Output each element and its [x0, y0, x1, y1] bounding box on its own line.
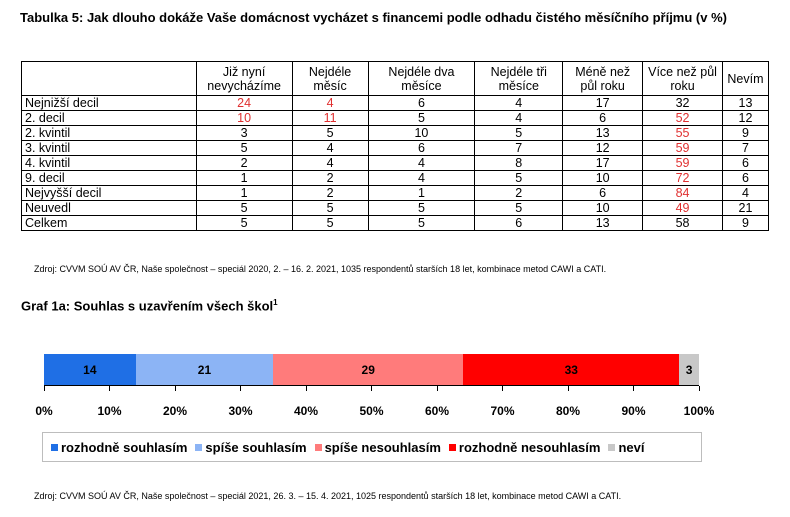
x-tick-label: 70% [490, 404, 515, 418]
table-row [22, 141, 769, 156]
table-source-note: Zdroj: CVVM SOÚ AV ČR, Naše společnost – speciál 2020, 2. – 16. 2. 2021, 1035 respondentů starších 18 let, kombinace metod CAWI a CATI. [34, 264, 607, 274]
row-label: Nejvyšší decil [22, 186, 197, 201]
table-cell: 21 [722, 201, 768, 216]
table-row [22, 126, 769, 141]
bar-data-label: 29 [361, 362, 375, 377]
table-cell: 5 [475, 126, 563, 141]
table-cell: 6 [475, 216, 563, 231]
table-cell: 6 [368, 141, 475, 156]
table-cell: 84 [643, 186, 723, 201]
legend-label: rozhodně nesouhlasím [458, 439, 601, 455]
table-cell: 32 [643, 96, 723, 111]
table-cell: 6 [368, 96, 475, 111]
table-cell: 5 [196, 201, 292, 216]
table-cell: 59 [643, 156, 723, 171]
x-tick-label: 90% [621, 404, 646, 418]
x-tick-label: 20% [162, 404, 188, 418]
table-cell: 4 [292, 156, 368, 171]
column-header: Nejdéle dva měsíce [368, 62, 475, 96]
legend-label: spíše nesouhlasím [324, 439, 441, 455]
table-cell: 52 [643, 111, 723, 126]
table-cell: 4 [368, 156, 475, 171]
legend-label: neví [618, 439, 645, 455]
table-cell: 24 [196, 96, 292, 111]
table-cell: 4 [722, 186, 768, 201]
row-label: Nejnižší decil [22, 96, 197, 111]
chart-title-footnote: 1 [273, 298, 278, 307]
table-cell: 7 [475, 141, 563, 156]
column-header: Již nyní nevycházíme [196, 62, 292, 96]
table-cell: 12 [563, 141, 643, 156]
table-cell: 7 [722, 141, 768, 156]
table-cell: 1 [196, 171, 292, 186]
table-cell: 5 [368, 111, 475, 126]
column-header: Nevím [722, 62, 768, 96]
legend-swatch [51, 444, 58, 451]
chart-legend [42, 432, 702, 462]
table-row [22, 111, 769, 126]
x-axis-tick [44, 386, 45, 391]
x-axis-tick [502, 386, 503, 391]
x-tick-label: 0% [35, 404, 53, 418]
table-cell: 10 [563, 201, 643, 216]
row-label: Celkem [22, 216, 197, 231]
bar-data-label: 14 [83, 362, 97, 377]
bar-segment [136, 354, 274, 385]
table-cell: 5 [475, 201, 563, 216]
x-axis-tick [699, 386, 700, 391]
chart-title-text: Graf 1a: Souhlas s uzavřením všech škol [21, 298, 274, 314]
x-axis-tick [371, 386, 372, 391]
table-row [22, 96, 769, 111]
table-cell: 6 [563, 186, 643, 201]
bar-data-label: 3 [685, 362, 693, 377]
table-cell: 9 [722, 126, 768, 141]
row-label: 2. decil [22, 111, 197, 126]
row-label: 9. decil [22, 171, 197, 186]
table-row [22, 171, 769, 186]
legend-label: spíše souhlasím [205, 439, 307, 455]
legend-item [315, 440, 441, 455]
bar-segment [273, 354, 463, 385]
table-cell: 3 [196, 126, 292, 141]
table-cell: 17 [563, 96, 643, 111]
table-cell: 1 [368, 186, 475, 201]
row-label: 2. kvintil [22, 126, 197, 141]
table-cell: 2 [196, 156, 292, 171]
x-tick-label: 80% [555, 404, 581, 418]
chart-source-note: Zdroj: CVVM SOÚ AV ČR, Naše společnost – speciál 2021, 26. 3. – 15. 4. 2021, 1025 respondentů starších 18 let, kombinace metod CAWI a CATI. [34, 491, 622, 501]
table-cell: 5 [292, 126, 368, 141]
x-axis-tick [633, 386, 634, 391]
column-header: Více než půl roku [643, 62, 723, 96]
table-header-row [22, 62, 769, 96]
table-cell: 13 [563, 216, 643, 231]
row-label: 4. kvintil [22, 156, 197, 171]
table-cell: 4 [292, 96, 368, 111]
table-cell: 10 [563, 171, 643, 186]
x-tick-label: 10% [97, 404, 122, 418]
table-cell: 13 [722, 96, 768, 111]
table-cell: 8 [475, 156, 563, 171]
table-cell: 1 [196, 186, 292, 201]
bar-data-label: 33 [564, 362, 578, 377]
legend-swatch [315, 444, 322, 451]
chart-title [21, 298, 278, 313]
table-cell: 5 [368, 216, 475, 231]
table-cell: 4 [475, 96, 563, 111]
table-row [22, 216, 769, 231]
table-cell: 5 [292, 216, 368, 231]
legend-swatch [608, 444, 615, 451]
data-table [21, 61, 769, 231]
legend-item [449, 440, 601, 455]
table-cell: 59 [643, 141, 723, 156]
table-cell: 12 [722, 111, 768, 126]
table-cell: 2 [475, 186, 563, 201]
x-axis-tick [240, 386, 241, 391]
legend-item [608, 440, 644, 455]
table-cell: 5 [475, 171, 563, 186]
table-title: Tabulka 5: Jak dlouho dokáže Vaše domácnost vycházet s financemi podle odhadu čistého měsíčního příjmu (v %) [20, 10, 727, 25]
table-cell: 11 [292, 111, 368, 126]
x-axis-tick [437, 386, 438, 391]
table-cell: 2 [292, 186, 368, 201]
column-header: Nejdéle tři měsíce [475, 62, 563, 96]
row-label: 3. kvintil [22, 141, 197, 156]
table-cell: 13 [563, 126, 643, 141]
table-cell: 5 [196, 141, 292, 156]
x-tick-label: 30% [228, 404, 253, 418]
table-row [22, 186, 769, 201]
column-header: Nejdéle měsíc [292, 62, 368, 96]
bar-segment [463, 354, 679, 385]
table-cell: 58 [643, 216, 723, 231]
table-cell: 49 [643, 201, 723, 216]
legend-item [51, 440, 187, 455]
legend-swatch [195, 444, 202, 451]
table-row [22, 201, 769, 216]
x-axis-tick [109, 386, 110, 391]
x-tick-label: 40% [293, 404, 319, 418]
table-cell: 4 [368, 171, 475, 186]
legend-item [195, 440, 306, 455]
table-cell: 6 [722, 156, 768, 171]
table-cell: 72 [643, 171, 723, 186]
x-axis-tick [175, 386, 176, 391]
column-header: Méně než půl roku [563, 62, 643, 96]
row-label: Neuvedl [22, 201, 197, 216]
x-axis-tick [568, 386, 569, 391]
x-tick-label: 100% [683, 404, 715, 418]
table-cell: 5 [292, 201, 368, 216]
x-tick-label: 60% [424, 404, 450, 418]
column-header [22, 62, 197, 96]
table-cell: 5 [368, 201, 475, 216]
table-cell: 5 [196, 216, 292, 231]
x-tick-label: 50% [359, 404, 384, 418]
x-axis-tick [306, 386, 307, 391]
x-axis [44, 385, 699, 393]
table-cell: 10 [196, 111, 292, 126]
table-row [22, 156, 769, 171]
bar-segment [44, 354, 136, 385]
table-cell: 55 [643, 126, 723, 141]
table-cell: 4 [292, 141, 368, 156]
legend-label: rozhodně souhlasím [61, 439, 188, 455]
table-cell: 17 [563, 156, 643, 171]
bar-data-label: 21 [197, 362, 212, 377]
table-cell: 9 [722, 216, 768, 231]
table-cell: 10 [368, 126, 475, 141]
table-cell: 2 [292, 171, 368, 186]
table-cell: 6 [722, 171, 768, 186]
bar-segment [679, 354, 699, 385]
table-cell: 4 [475, 111, 563, 126]
table-cell: 6 [563, 111, 643, 126]
legend-swatch [449, 444, 456, 451]
stacked-bar [44, 354, 699, 385]
